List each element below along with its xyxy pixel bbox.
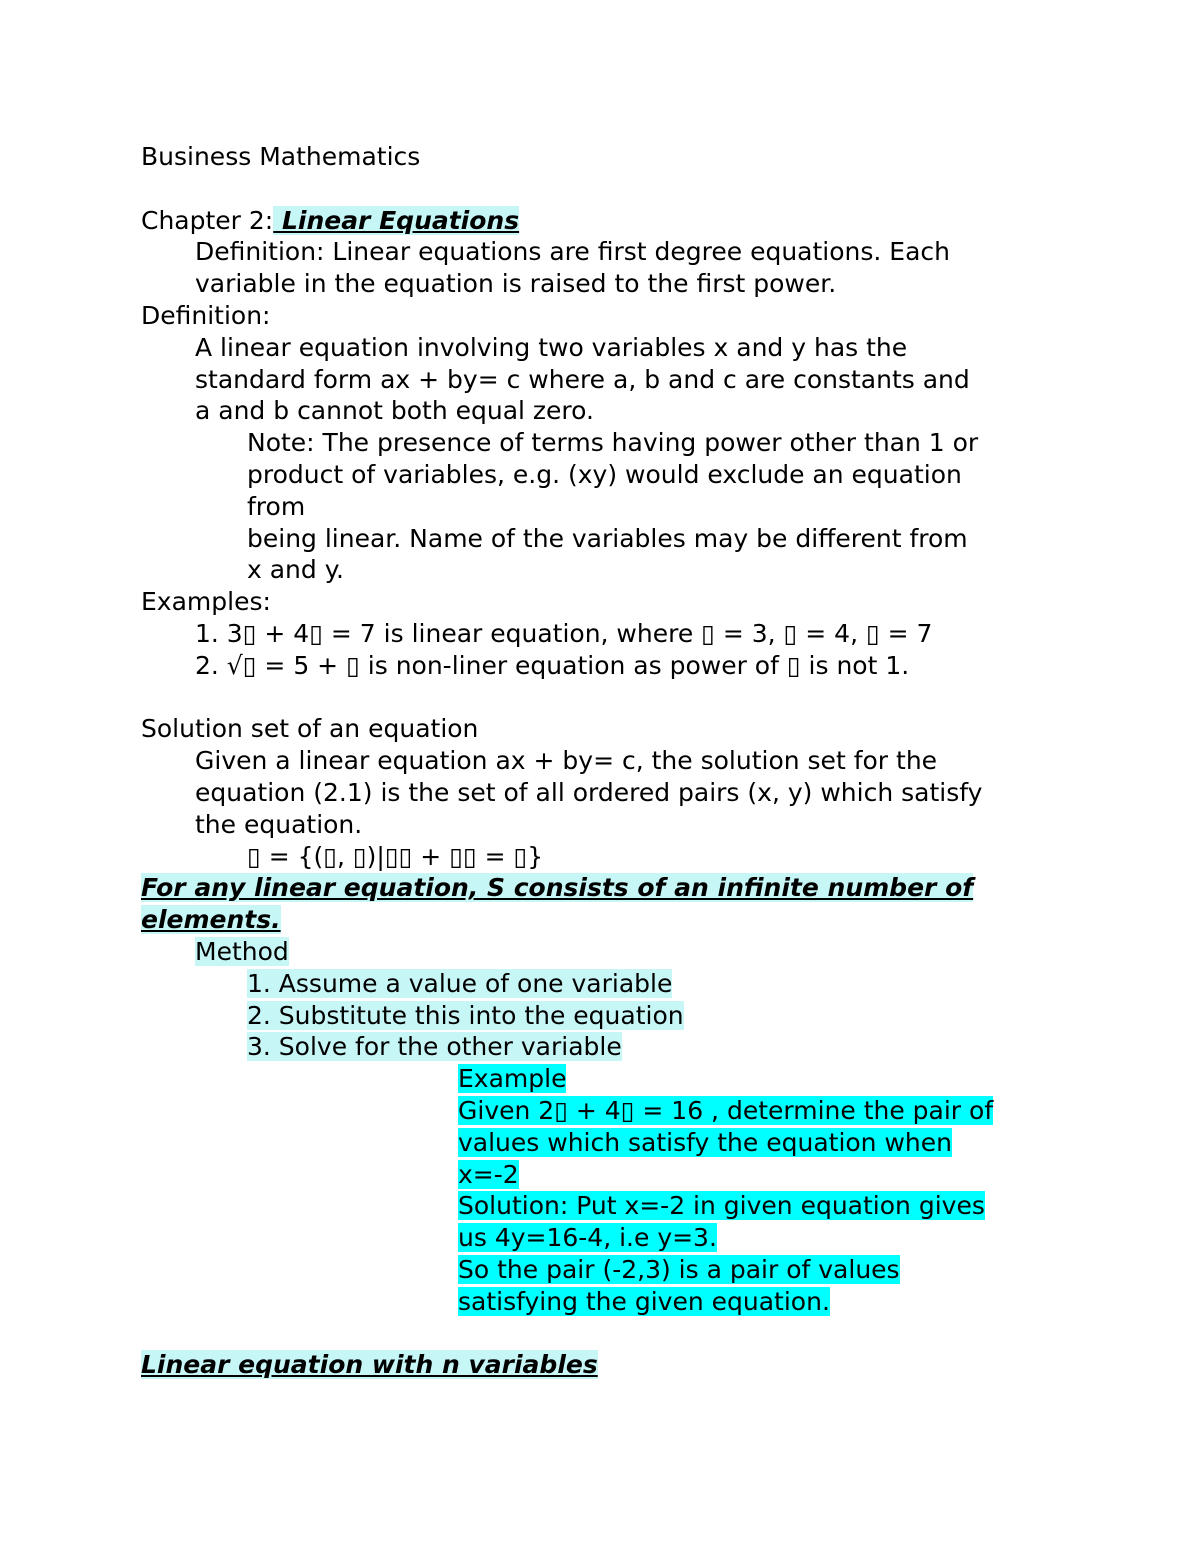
note-line: being linear. Name of the variables may be different from (247, 523, 968, 553)
note-line: x and y. (247, 555, 344, 585)
spacer (141, 682, 1071, 714)
worked-example-line (141, 1222, 1071, 1254)
next-section-heading: Linear equation with n variables (141, 1350, 598, 1380)
examples-label: Examples: (141, 587, 271, 617)
document-page (141, 141, 1071, 1381)
infinite-statement-line2 (141, 904, 1071, 936)
worked-example-text: values which satisfy the equation when (458, 1127, 952, 1157)
worked-example-text: satisfying the given equation. (458, 1286, 830, 1316)
definition2-line: standard form ax + by= c where a, b and c are constants and (195, 364, 970, 394)
solution-set-line: the equation. (195, 809, 363, 839)
chapter-heading (141, 205, 1071, 237)
method-label-line (141, 936, 1071, 968)
worked-example-line (141, 1286, 1071, 1318)
worked-example-text: Solution: Put x=-2 in given equation gives (458, 1191, 985, 1221)
next-section-heading-line (141, 1349, 1071, 1381)
worked-example-line (141, 1063, 1071, 1095)
worked-example-line (141, 1159, 1071, 1191)
method-step: 1. Assume a value of one variable (247, 968, 673, 998)
method-step-line (141, 1031, 1071, 1063)
infinite-statement-text: For any linear equation, S consists of an infinite number of (141, 873, 974, 903)
note-line: from (247, 491, 306, 521)
chapter-prefix: Chapter 2: (141, 205, 274, 235)
worked-example-text: Given 2▯ + 4▯ = 16 , determine the pair of (458, 1095, 994, 1125)
worked-example-text: x=-2 (458, 1159, 519, 1189)
solution-set-heading: Solution set of an equation (141, 714, 479, 744)
worked-example-line (141, 1095, 1071, 1127)
spacer (141, 1317, 1071, 1349)
worked-example-line (141, 1127, 1071, 1159)
note-line: product of variables, e.g. (xy) would exclude an equation (247, 459, 962, 489)
definition1-line2: variable in the equation is raised to the first power. (195, 269, 837, 299)
infinite-statement-line1 (141, 872, 1071, 904)
spacer (141, 173, 1071, 205)
method-label: Method (195, 936, 289, 966)
solution-set-formula: ▯ = {(▯, ▯)|▯▯ + ▯▯ = ▯} (247, 841, 544, 871)
definition2-line: a and b cannot both equal zero. (195, 396, 594, 426)
worked-example-text: So the pair (-2,3) is a pair of values (458, 1254, 900, 1284)
solution-set-line: equation (2.1) is the set of all ordered pairs (x, y) which satisfy (195, 777, 983, 807)
example-item: 2. √▯ = 5 + ▯ is non-liner equation as power of ▯ is not 1. (195, 650, 910, 680)
worked-example-line (141, 1190, 1071, 1222)
definition2-label: Definition: (141, 300, 271, 330)
worked-example-line (141, 1254, 1071, 1286)
method-step: 2. Substitute this into the equation (247, 1000, 684, 1030)
document-title: Business Mathematics (141, 142, 421, 171)
worked-example-text: us 4y=16-4, i.e y=3. (458, 1223, 717, 1253)
definition2-line: A linear equation involving two variables x and y has the (195, 332, 908, 362)
method-step: 3. Solve for the other variable (247, 1032, 622, 1062)
method-step-line (141, 968, 1071, 1000)
solution-set-line: Given a linear equation ax + by= c, the solution set for the (195, 746, 938, 776)
infinite-statement-text: elements. (141, 905, 281, 935)
method-step-line (141, 1000, 1071, 1032)
note-line: Note: The presence of terms having power other than 1 or (247, 428, 979, 458)
definition1-line1: Definition: Linear equations are first degree equations. Each (195, 237, 951, 267)
chapter-name: Linear Equations (273, 205, 520, 235)
example-item: 1. 3▯ + 4▯ = 7 is linear equation, where ▯ = 3, ▯ = 4, ▯ = 7 (195, 618, 933, 648)
worked-example-text: Example (458, 1064, 567, 1094)
